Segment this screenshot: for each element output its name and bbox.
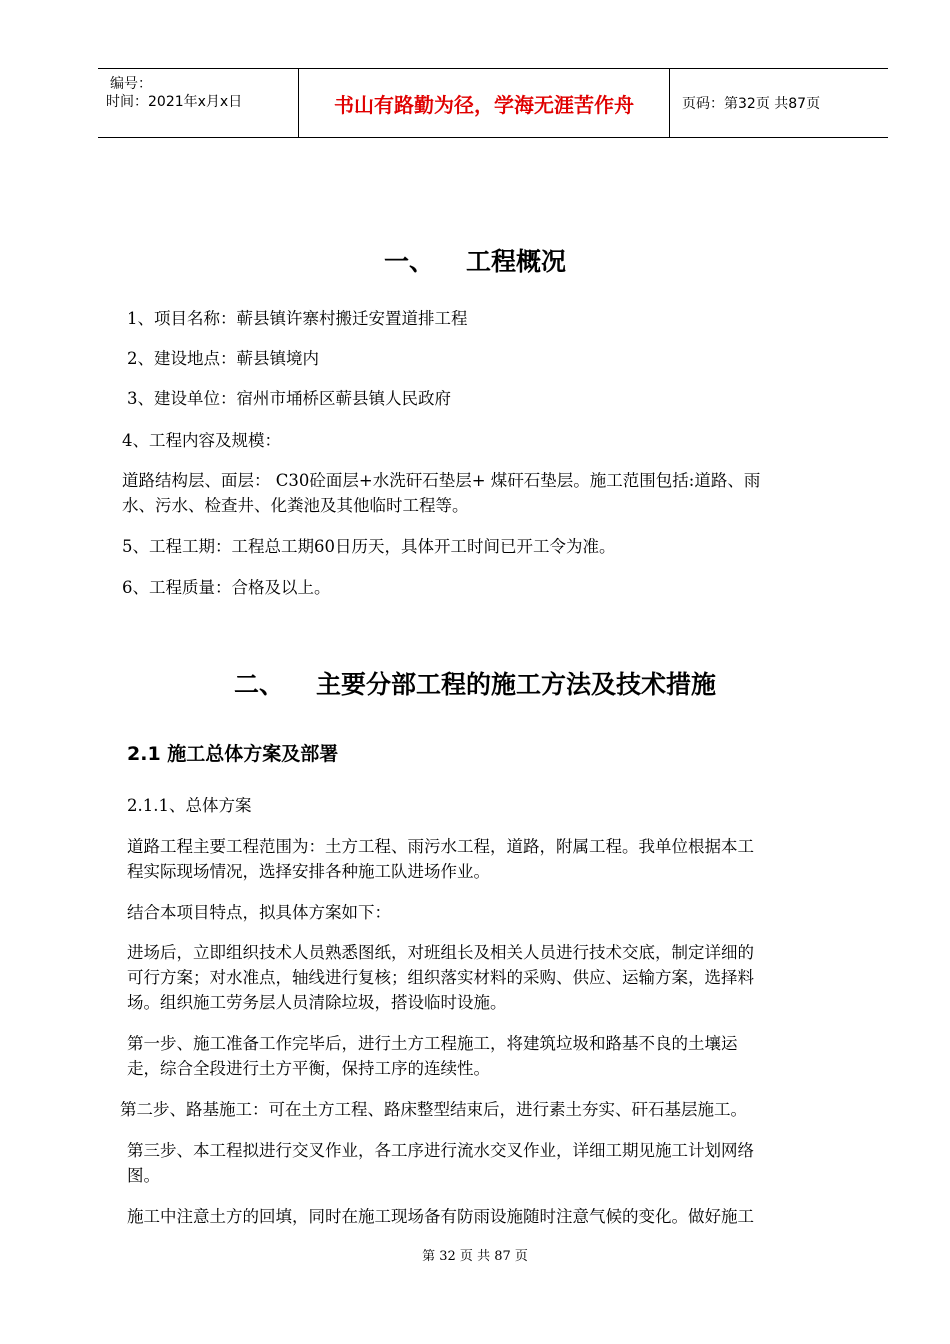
page-footer: 第 32 页 共 87 页: [422, 1249, 528, 1264]
page-header: [98, 68, 888, 138]
body-line: 场。组织施工劳务层人员清除垃圾，搭设临时设施。: [127, 993, 507, 1012]
section-1-title: 工程概况: [466, 247, 567, 276]
project-scope-line-1: 道路结构层、面层： C30砼面层+水洗矸石垫层+ 煤矸石垫层。施工范围包括:道路、雨: [122, 471, 761, 490]
header-meta: [98, 69, 298, 137]
project-name-line: 1、项目名称：蕲县镇许寨村搬迁安置道排工程: [127, 309, 468, 328]
body-line: 第三步、本工程拟进行交叉作业，各工序进行流水交叉作业，详细工期见施工计划网络: [127, 1141, 754, 1160]
body-line: 图。: [127, 1166, 160, 1185]
body-line: 施工中注意土方的回填，同时在施工现场备有防雨设施随时注意气候的变化。做好施工: [127, 1207, 754, 1226]
body-line: 第二步、路基施工：可在土方工程、路床整型结束后，进行素土夯实、矸石基层施工。: [120, 1100, 747, 1119]
project-location-line: 2、建设地点：蕲县镇境内: [127, 349, 319, 368]
document-time-label: 时间：2021年x月x日: [106, 94, 243, 110]
section-2-heading: [0, 665, 950, 701]
header-page-label: 页码：第32页 共87页: [682, 96, 821, 112]
sub-subsection-heading: 2.1.1、总体方案: [127, 796, 252, 815]
body-line: 可行方案；对水准点，轴线进行复核；组织落实材料的采购、供应、运输方案，选择料: [127, 968, 754, 987]
section-1-number: 一、: [383, 247, 434, 276]
body-line: 道路工程主要工程范围为：土方工程、雨污水工程，道路，附属工程。我单位根据本工: [127, 837, 754, 856]
project-duration-line: 5、工程工期：工程总工期60日历天，具体开工时间已开工令为准。: [122, 537, 616, 556]
section-2-number: 二、: [233, 670, 284, 699]
subsection-heading: 2.1 施工总体方案及部署: [127, 743, 339, 765]
header-motto: 书山有路勤为径，学海无涯苦作舟: [298, 69, 670, 137]
body-line: 结合本项目特点，拟具体方案如下：: [127, 903, 391, 922]
body-line: 进场后，立即组织技术人员熟悉图纸，对班组长及相关人员进行技术交底，制定详细的: [127, 943, 754, 962]
project-owner-line: 3、建设单位：宿州市埇桥区蕲县镇人民政府: [127, 389, 451, 408]
section-1-heading: [0, 242, 950, 278]
body-line: 走，综合全段进行土方平衡，保持工序的连续性。: [127, 1059, 490, 1078]
body-line: 第一步、施工准备工作完毕后，进行土方工程施工，将建筑垃圾和路基不良的土壤运: [127, 1034, 738, 1053]
document-number-label: 编号：: [110, 76, 152, 92]
project-quality-line: 6、工程质量：合格及以上。: [122, 578, 331, 597]
section-2-title: 主要分部工程的施工方法及技术措施: [316, 670, 717, 699]
project-scope-label: 4、工程内容及规模：: [122, 431, 281, 450]
body-line: 程实际现场情况，选择安排各种施工队进场作业。: [127, 862, 490, 881]
project-scope-line-2: 水、污水、检查井、化粪池及其他临时工程等。: [122, 496, 469, 515]
